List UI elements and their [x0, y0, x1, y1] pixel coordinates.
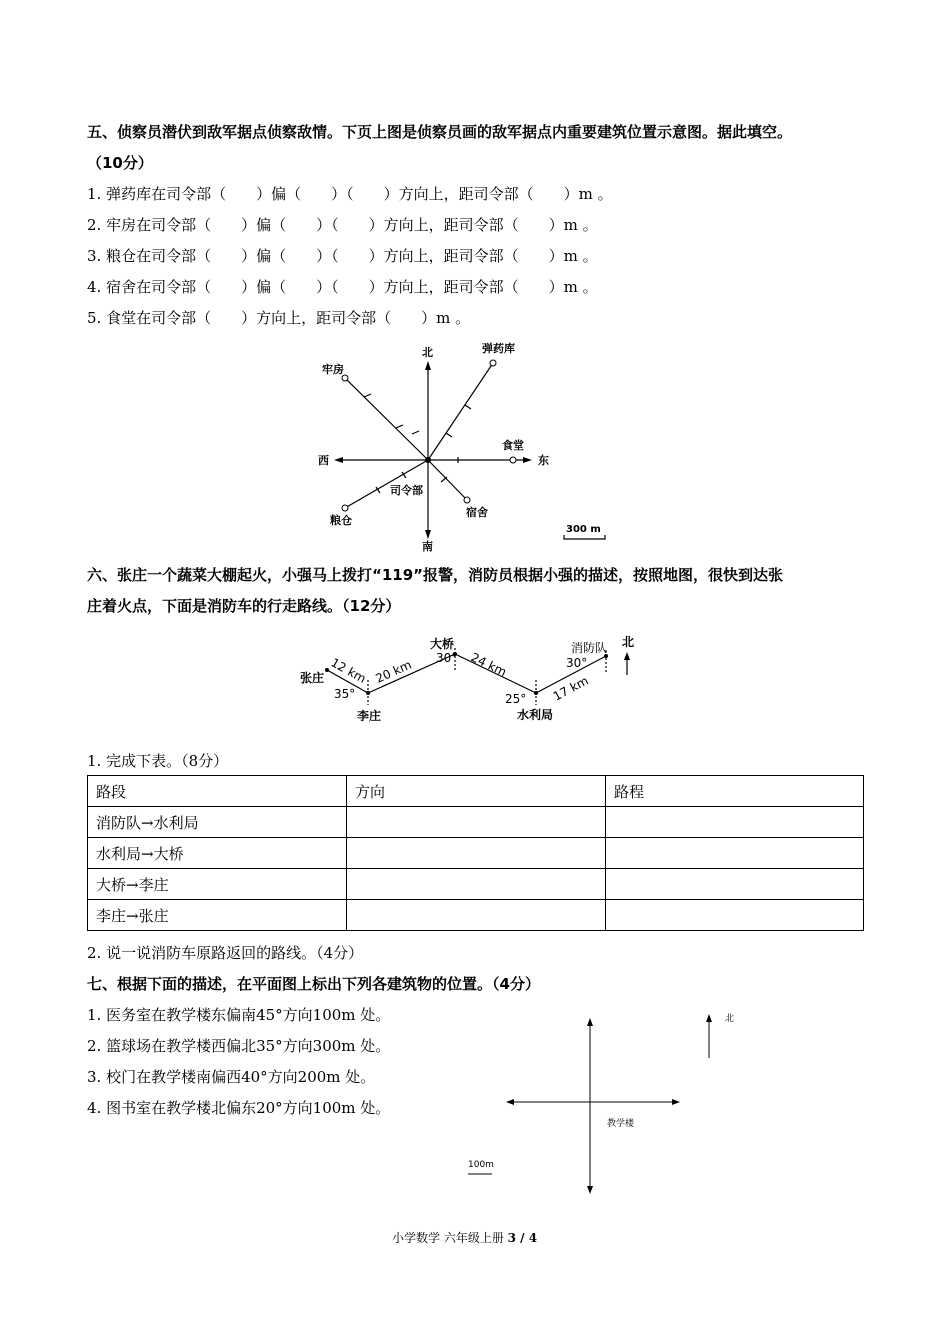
map-canteen-label: 食堂: [502, 439, 524, 452]
section7-item-4: 4. 图书室在教学楼北偏东20°方向100m 处。: [87, 1099, 391, 1117]
section5-item-1: 1. 弹药库在司令部（ ）偏（ ）（ ）方向上，距司令部（ ）m 。: [87, 185, 613, 203]
route-a3: 25°: [505, 692, 527, 706]
plan-center-label: 教学楼: [607, 1119, 635, 1129]
map-north-label: 北: [422, 346, 433, 359]
canteen-point: [510, 457, 516, 463]
route-table: [87, 775, 864, 931]
hq-point: [425, 457, 431, 463]
plan-north-arrow-icon: [587, 1018, 593, 1026]
east-arrow-icon: [523, 457, 532, 463]
section7-item-2: 2. 篮球场在教学楼西偏北35°方向300m 处。: [87, 1037, 391, 1055]
section6-sub1: 1. 完成下表。（8分）: [87, 752, 229, 770]
page-number: 3 / 4: [507, 1231, 538, 1245]
table-cell-blank[interactable]: [347, 900, 606, 931]
section5-item-2: 2. 牢房在司令部（ ）偏（ ）（ ）方向上，距司令部（ ）m 。: [87, 216, 598, 234]
route-north-label: 北: [622, 635, 635, 649]
campus-plan[interactable]: [460, 1005, 750, 1200]
plan-west-arrow-icon: [506, 1099, 514, 1105]
table-cell-blank[interactable]: [606, 807, 864, 838]
table-cell-blank[interactable]: [606, 869, 864, 900]
plan-east-arrow-icon: [672, 1099, 680, 1105]
section5-item-4: 4. 宿舍在司令部（ ）偏（ ）（ ）方向上，距司令部（ ）m 。: [87, 278, 598, 296]
lizhuang-point: [366, 691, 370, 695]
route-a2: 30°: [436, 651, 458, 665]
map-west-label: 西: [318, 454, 329, 467]
dorm-line: [428, 460, 467, 500]
ammo-point: [490, 360, 496, 366]
scale-bar: [564, 535, 605, 539]
table-row: [88, 900, 864, 931]
table-row: [88, 838, 864, 869]
north-arrow-icon: [425, 361, 431, 370]
route-map: [295, 630, 645, 725]
section6-heading-line2: 庄着火点，下面是消防车的行走路线。（12分）: [87, 597, 401, 615]
west-arrow-icon: [334, 457, 343, 463]
route-zhangzhuang-label: 张庄: [300, 671, 325, 685]
plan-north-label: 北: [725, 1014, 735, 1024]
map-granary-label: 粮仓: [330, 514, 352, 527]
route-d3: 24 km: [468, 650, 509, 680]
water-bureau-point: [534, 691, 538, 695]
table-header-cell: 方向: [347, 776, 606, 807]
table-row: [88, 807, 864, 838]
table-cell: 大桥→李庄: [88, 869, 347, 900]
section6-sub2: 2. 说一说消防车原路返回的路线。（4分）: [87, 944, 364, 962]
section5-heading: 五、侦察员潜伏到敌军据点侦察敌情。下页上图是侦察员画的敌军据点内重要建筑位置示意图。据此填空。: [87, 123, 793, 141]
table-cell-blank[interactable]: [606, 838, 864, 869]
prison-line: [345, 378, 428, 460]
table-cell-blank[interactable]: [347, 807, 606, 838]
south-arrow-icon: [425, 530, 431, 539]
table-cell: 李庄→张庄: [88, 900, 347, 931]
footer-text: 小学数学 六年级上册: [392, 1231, 508, 1245]
section5-item-3: 3. 粮仓在司令部（ ）偏（ ）（ ）方向上，距司令部（ ）m 。: [87, 247, 598, 265]
table-row: [88, 869, 864, 900]
table-cell: 水利局→大桥: [88, 838, 347, 869]
route-fire-station-label: 消防队: [571, 641, 608, 655]
route-d2: 20 km: [373, 657, 414, 686]
map-prison-label: 牢房: [322, 363, 344, 376]
plan-scale-label: 100m: [468, 1160, 494, 1170]
route-water-bureau-label: 水利局: [517, 708, 554, 722]
route-a4: 30°: [566, 656, 588, 670]
section7-item-1: 1. 医务室在教学楼东偏南45°方向100m 处。: [87, 1006, 391, 1024]
page-footer: [392, 1229, 537, 1246]
map-scale-label: 300 m: [566, 524, 601, 535]
route-d4: 17 km: [550, 673, 591, 704]
table-cell-blank[interactable]: [606, 900, 864, 931]
table-header-cell: 路程: [606, 776, 864, 807]
plan-south-arrow-icon: [587, 1186, 593, 1194]
ammo-line: [428, 363, 493, 460]
table-header-row: [88, 776, 864, 807]
section7-heading: 七、根据下面的描述，在平面图上标出下列各建筑物的位置。（4分）: [87, 975, 540, 993]
north-indicator-arrow-icon: [706, 1014, 712, 1022]
section7-item-3: 3. 校门在教学楼南偏西40°方向200m 处。: [87, 1068, 376, 1086]
section5-points: （10分）: [87, 154, 153, 172]
route-bridge-label: 大桥: [430, 637, 455, 651]
north-arrow-icon: [624, 652, 630, 660]
table-cell-blank[interactable]: [347, 869, 606, 900]
map-hq-label: 司令部: [390, 484, 423, 497]
map-south-label: 南: [422, 540, 433, 553]
dorm-point: [464, 497, 470, 503]
route-d1: 12 km: [328, 655, 369, 686]
table-header-cell: 路段: [88, 776, 347, 807]
map-dorm-label: 宿舍: [466, 506, 488, 519]
route-a1: 35°: [334, 687, 356, 701]
zhangzhuang-point: [325, 668, 329, 672]
route-lizhuang-label: 李庄: [357, 709, 382, 723]
compass-map: [300, 335, 620, 560]
table-cell-blank[interactable]: [347, 838, 606, 869]
granary-point: [342, 505, 348, 511]
table-cell: 消防队→水利局: [88, 807, 347, 838]
section6-heading-line1: 六、张庄一个蔬菜大棚起火，小强马上拨打“119”报警，消防员根据小强的描述，按照地图，很快到达张: [87, 566, 784, 584]
map-ammo-label: 弹药库: [482, 342, 515, 355]
section5-item-5: 5. 食堂在司令部（ ）方向上，距司令部（ ）m 。: [87, 309, 471, 327]
map-east-label: 东: [538, 454, 549, 467]
